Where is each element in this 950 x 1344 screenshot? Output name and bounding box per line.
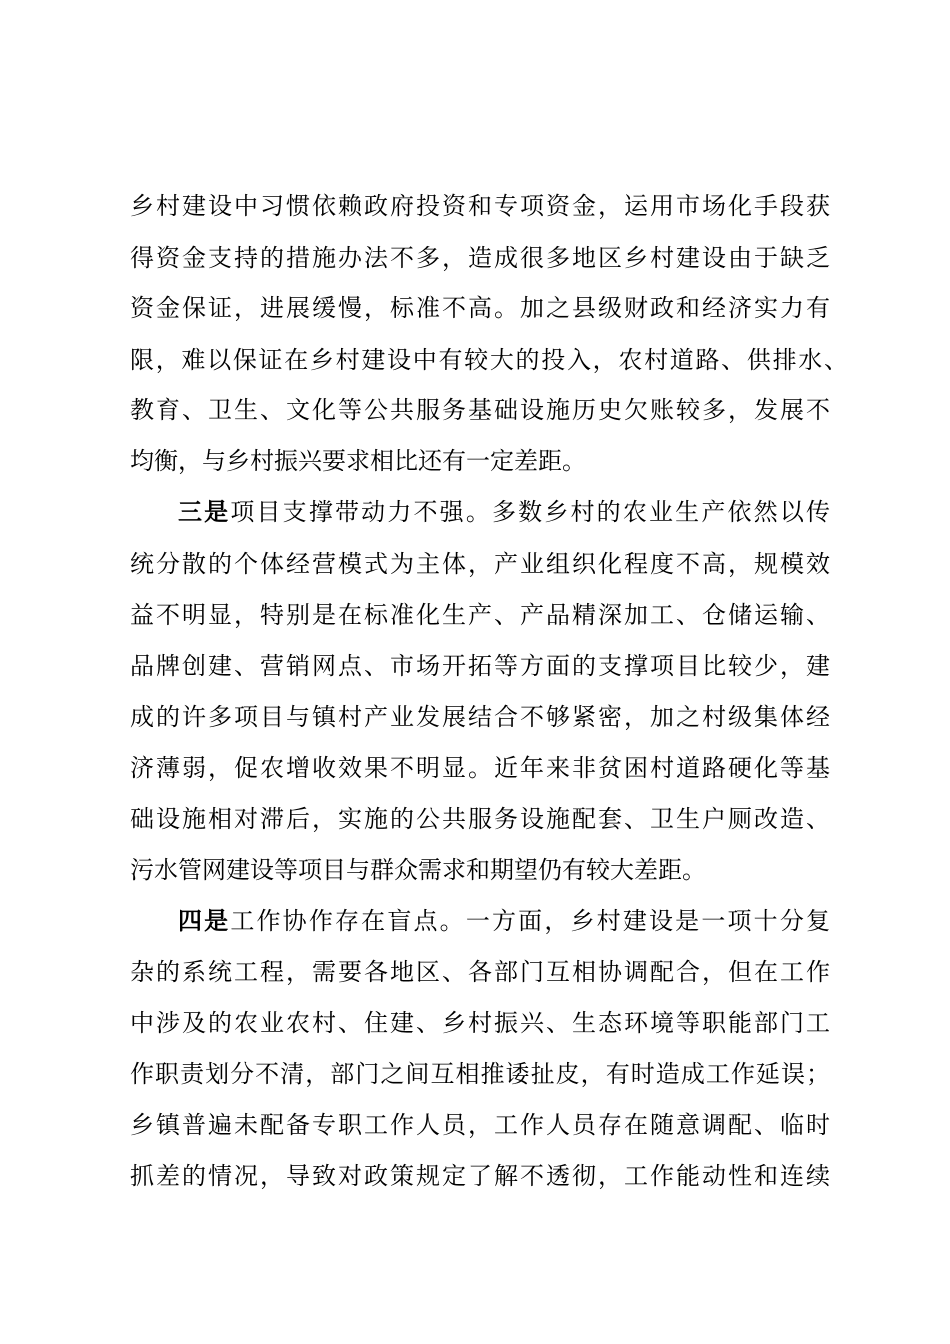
paragraph-2-line-3: 益不明显，特别是在标准化生产、产品精深加工、仓储运输、 <box>130 601 830 629</box>
paragraph-1-line-3: 资金保证，进展缓慢，标准不高。加之县级财政和经济实力有 <box>130 294 830 322</box>
paragraph-3-line-1 <box>178 906 830 936</box>
paragraph-3-line-4: 作职责划分不清，部门之间互相推诿扯皮，有时造成工作延误； <box>130 1060 830 1088</box>
paragraph-2-first-line-text: 项目支撑带动力不强。多数乡村的农业生产依然以传 <box>230 498 831 526</box>
paragraph-1-line-4: 限，难以保证在乡村建设中有较大的投入，农村道路、供排水、 <box>130 346 848 374</box>
paragraph-2-line-7: 础设施相对滞后，实施的公共服务设施配套、卫生户厕改造、 <box>130 805 830 833</box>
paragraph-2-line-2: 统分散的个体经营模式为主体，产业组织化程度不高，规模效 <box>130 550 830 578</box>
paragraph-2-line-8: 污水管网建设等项目与群众需求和期望仍有较大差距。 <box>130 856 706 884</box>
paragraph-1-line-2: 得资金支持的措施办法不多，造成很多地区乡村建设由于缺乏 <box>130 244 830 272</box>
paragraph-3-line-6: 抓差的情况，导致对政策规定了解不透彻，工作能动性和连续 <box>130 1162 830 1190</box>
paragraph-3-line-2: 杂的系统工程，需要各地区、各部门互相协调配合，但在工作 <box>130 958 830 986</box>
paragraph-1-line-5: 教育、卫生、文化等公共服务基础设施历史欠账较多，发展不 <box>130 396 830 424</box>
paragraph-2-lead: 三是 <box>178 498 231 526</box>
paragraph-2-line-1 <box>178 497 830 527</box>
paragraph-3-line-5: 乡镇普遍未配备专职工作人员，工作人员存在随意调配、临时 <box>130 1111 830 1139</box>
paragraph-1-line-1: 乡村建设中习惯依赖政府投资和专项资金，运用市场化手段获 <box>130 192 830 220</box>
paragraph-3-lead: 四是 <box>178 907 231 935</box>
paragraph-2-line-5: 成的许多项目与镇村产业发展结合不够紧密，加之村级集体经 <box>130 703 830 731</box>
paragraph-2-line-6: 济薄弱，促农增收效果不明显。近年来非贫困村道路硬化等基 <box>130 754 830 782</box>
paragraph-2-line-4: 品牌创建、营销网点、市场开拓等方面的支撑项目比较少，建 <box>130 652 830 680</box>
paragraph-3-first-line-text: 工作协作存在盲点。一方面，乡村建设是一项十分复 <box>230 907 831 935</box>
paragraph-1-line-6: 均衡，与乡村振兴要求相比还有一定差距。 <box>130 447 586 475</box>
paragraph-3-line-3: 中涉及的农业农村、住建、乡村振兴、生态环境等职能部门工 <box>130 1009 830 1037</box>
